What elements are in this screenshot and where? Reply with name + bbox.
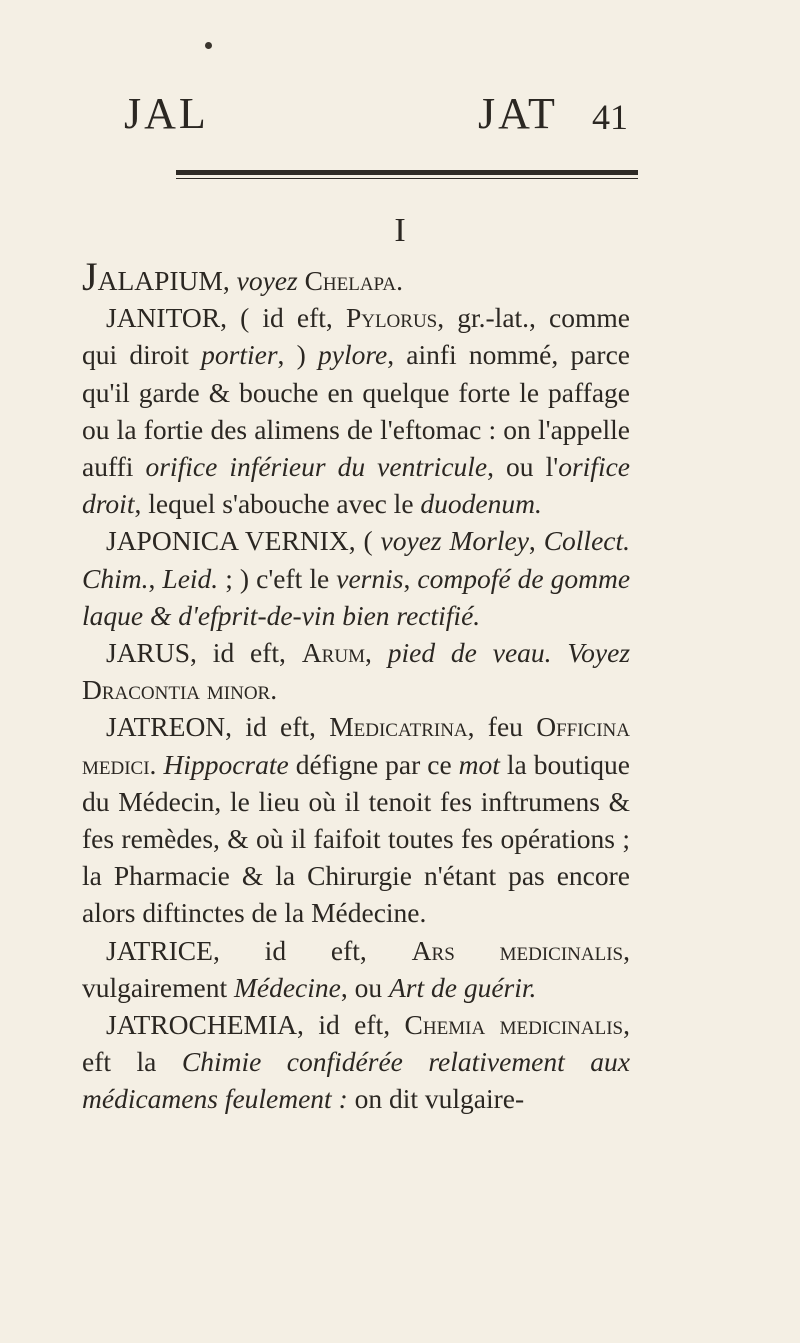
entry-text: , ainfi nommé, parce qu'il garde & bouche en quelque forte le paffage ou la fortie des alimens de l'eftomac : on l'appelle auffi	[82, 339, 630, 483]
dictionary-entry	[82, 634, 630, 708]
running-head-right: JAT	[478, 89, 558, 138]
small-caps-text: Medicatrina	[329, 711, 468, 743]
small-caps-text: Chemia medicinalis	[404, 1009, 624, 1041]
italic-text: pied de veau. Voyez	[387, 637, 631, 669]
italic-text: vernis	[336, 562, 404, 594]
entry-text: ; ) c'eft le	[218, 562, 337, 594]
dictionary-entry	[82, 299, 630, 522]
dictionary-entry	[82, 1006, 630, 1118]
dictionary-entries	[82, 254, 631, 1118]
dictionary-entry	[82, 708, 630, 931]
small-caps-text: Officina medici.	[82, 711, 630, 780]
entry-text: ,	[528, 525, 544, 557]
italic-text: compofé de gomme laque & d'efprit-de-vin bien rectifié.	[82, 562, 631, 631]
entry-text: ,	[403, 562, 418, 594]
entry-text: JARUS, id eft,	[106, 637, 302, 669]
section-letter: I	[394, 212, 406, 249]
entry-text: , ou l'	[487, 451, 559, 483]
page-number: 41	[592, 97, 628, 137]
small-caps-text: Pylorus	[345, 302, 438, 334]
small-caps-text: Dracontia minor.	[82, 674, 278, 706]
entry-text: , vulgairement	[82, 934, 630, 1003]
entry-text: défigne par ce	[288, 748, 459, 780]
italic-text: Leid.	[162, 562, 219, 594]
entry-text: , lequel s'abouche avec le	[134, 488, 421, 520]
small-caps-text: Ars medicinalis	[411, 934, 624, 966]
italic-text: Médecine	[233, 971, 341, 1003]
italic-text: duodenum.	[420, 488, 542, 520]
entry-text: , eft la	[82, 1009, 630, 1078]
italic-text: orifice inférieur du ventricule	[145, 451, 488, 483]
dictionary-entry	[82, 932, 630, 1006]
printer-mark-dot	[205, 42, 212, 49]
entry-text: JANITOR, ( id eft,	[106, 302, 346, 334]
italic-text: mot	[458, 748, 500, 780]
entry-text: ,	[148, 562, 163, 594]
italic-text: portier	[201, 339, 278, 371]
dictionary-entry	[82, 254, 630, 299]
entry-text: JATREON, id eft,	[106, 711, 330, 743]
dictionary-entry	[82, 522, 630, 634]
italic-text: Collect. Chim.	[82, 525, 631, 594]
entry-text: la boutique du Médecin, le lieu où il tenoit fes inftrumens & fes remèdes, & où il faifoit toutes fes opérations ; la Pharmacie & la Chirurgie n'étant pas encore alors diftinctes de la Médecine.	[82, 748, 630, 929]
italic-text: voyez Morley	[380, 525, 529, 557]
header-rule-thick	[176, 170, 638, 175]
entry-text: , ou	[340, 971, 389, 1003]
entry-text: , )	[277, 339, 318, 371]
initial-letter: J	[82, 254, 98, 299]
italic-text: Chimie confidérée relativement aux médicamens feulement :	[82, 1046, 630, 1115]
entry-text: , gr.-lat., comme qui diroit	[82, 302, 630, 371]
running-head-left: JAL	[124, 89, 209, 138]
italic-text: pylore	[317, 339, 388, 371]
entry-text: ,	[364, 637, 388, 669]
italic-text: voyez	[236, 265, 305, 296]
entry-text: , feu	[467, 711, 537, 743]
small-caps-text: Chelapa.	[304, 265, 403, 296]
entry-text: JATROCHEMIA, id eft,	[106, 1009, 405, 1041]
italic-text: Hippocrate	[163, 748, 289, 780]
italic-text: orifice droit	[82, 451, 631, 520]
entry-text: JATRICE, id eft,	[106, 934, 412, 966]
small-caps-text: ALAPIUM,	[97, 265, 237, 296]
entry-text: on dit vulgaire-	[347, 1083, 525, 1115]
small-caps-text: Arum	[301, 637, 365, 669]
header-rule-thin	[176, 178, 638, 179]
entry-text: JAPONICA VERNIX, (	[106, 525, 381, 557]
italic-text: Art de guérir.	[388, 971, 537, 1003]
